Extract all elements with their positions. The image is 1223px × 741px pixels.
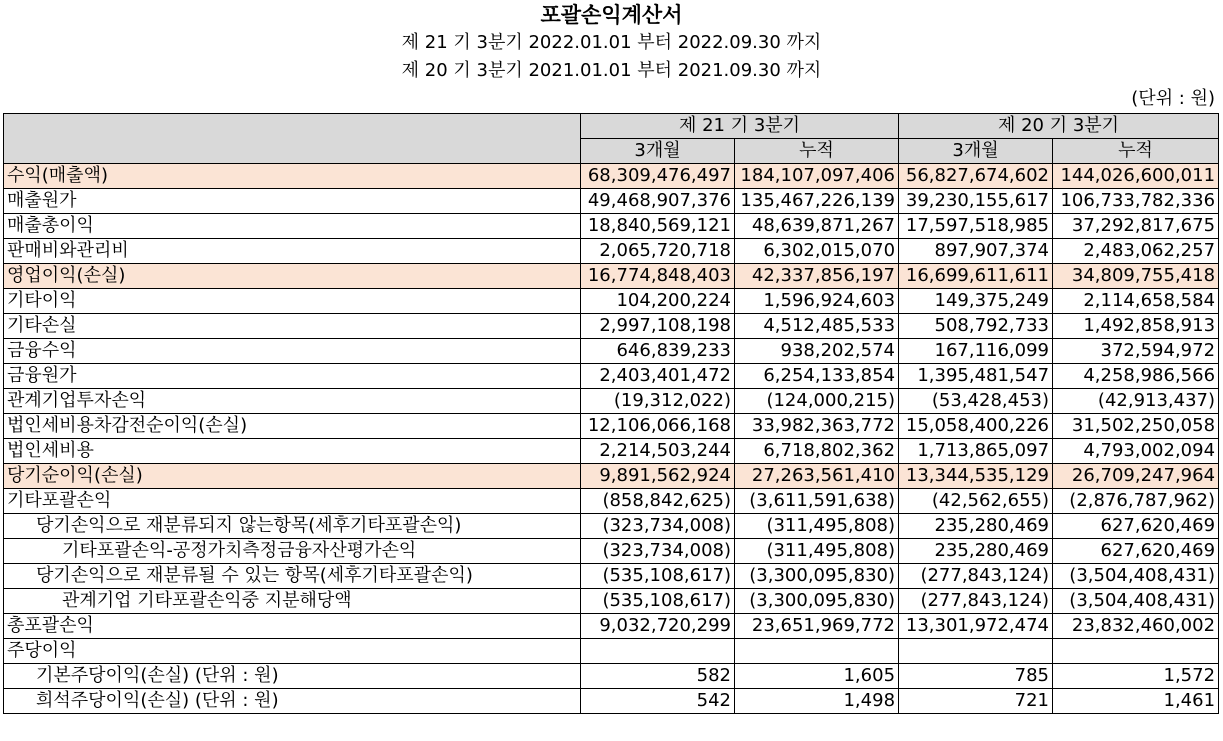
table-row — [4, 514, 1219, 539]
value-prior-cum: 144,026,600,011 — [1053, 164, 1219, 189]
value-prior-3m: 1,395,481,547 — [899, 364, 1053, 389]
value-current-3m: 582 — [581, 664, 735, 689]
value-current-3m: 2,997,108,198 — [581, 314, 735, 339]
value-prior-3m: 1,713,865,097 — [899, 439, 1053, 464]
header-prior-3m: 3개월 — [899, 139, 1053, 164]
value-current-cum: 1,498 — [735, 689, 899, 714]
value-current-3m: 2,403,401,472 — [581, 364, 735, 389]
value-current-cum: 6,254,133,854 — [735, 364, 899, 389]
value-prior-cum: 1,572 — [1053, 664, 1219, 689]
value-current-cum: 27,263,561,410 — [735, 464, 899, 489]
value-current-3m: 2,065,720,718 — [581, 239, 735, 264]
value-current-cum: 938,202,574 — [735, 339, 899, 364]
value-current-cum: (311,495,808) — [735, 514, 899, 539]
value-current-3m: (323,734,008) — [581, 514, 735, 539]
value-prior-3m: 167,116,099 — [899, 339, 1053, 364]
header-current-3m: 3개월 — [581, 139, 735, 164]
value-prior-cum: (2,876,787,962) — [1053, 489, 1219, 514]
value-current-cum: (3,300,095,830) — [735, 564, 899, 589]
table-row — [4, 639, 1219, 664]
value-prior-cum: 34,809,755,418 — [1053, 264, 1219, 289]
value-prior-cum — [1053, 639, 1219, 664]
header-prior-cum: 누적 — [1053, 139, 1219, 164]
value-prior-cum: 1,492,858,913 — [1053, 314, 1219, 339]
value-current-3m: 68,309,476,497 — [581, 164, 735, 189]
row-label: 수익(매출액) — [4, 164, 581, 189]
value-current-3m: 49,468,907,376 — [581, 189, 735, 214]
value-current-cum: 6,718,802,362 — [735, 439, 899, 464]
value-prior-3m: 235,280,469 — [899, 539, 1053, 564]
value-prior-3m: 16,699,611,611 — [899, 264, 1053, 289]
period-current: 제 21 기 3분기 2022.01.01 부터 2022.09.30 까지 — [401, 32, 822, 53]
table-row — [4, 364, 1219, 389]
value-prior-cum: 31,502,250,058 — [1053, 414, 1219, 439]
table-row — [4, 589, 1219, 614]
value-current-3m: (323,734,008) — [581, 539, 735, 564]
value-prior-3m — [899, 639, 1053, 664]
period-prior: 제 20 기 3분기 2021.01.01 부터 2021.09.30 까지 — [401, 60, 822, 81]
value-prior-cum: 627,620,469 — [1053, 514, 1219, 539]
header-prior-period: 제 20 기 3분기 — [899, 114, 1219, 139]
value-current-3m: 18,840,569,121 — [581, 214, 735, 239]
unit-label: (단위 : 원) — [1131, 88, 1215, 109]
value-current-cum: (3,611,591,638) — [735, 489, 899, 514]
value-current-3m: (535,108,617) — [581, 589, 735, 614]
value-prior-3m: 785 — [899, 664, 1053, 689]
value-current-3m: (858,842,625) — [581, 489, 735, 514]
table-row — [4, 689, 1219, 714]
value-current-3m: 9,032,720,299 — [581, 614, 735, 639]
row-label: 매출총이익 — [4, 214, 581, 239]
row-label: 영업이익(손실) — [4, 264, 581, 289]
value-prior-3m: 15,058,400,226 — [899, 414, 1053, 439]
row-label: 기타포괄손익 — [4, 489, 581, 514]
value-prior-3m: 721 — [899, 689, 1053, 714]
statement-title: 포괄손익계산서 — [540, 3, 683, 27]
value-prior-3m: 508,792,733 — [899, 314, 1053, 339]
row-label: 희석주당이익(손실) (단위 : 원) — [4, 689, 581, 714]
row-label: 판매비와관리비 — [4, 239, 581, 264]
row-label: 법인세비용차감전순이익(손실) — [4, 414, 581, 439]
value-prior-cum: 2,483,062,257 — [1053, 239, 1219, 264]
table-row — [4, 239, 1219, 264]
value-current-3m: 104,200,224 — [581, 289, 735, 314]
income-statement-table — [3, 113, 1219, 714]
value-prior-cum: (3,504,408,431) — [1053, 564, 1219, 589]
value-prior-3m: 17,597,518,985 — [899, 214, 1053, 239]
value-prior-3m: 39,230,155,617 — [899, 189, 1053, 214]
value-prior-cum: 627,620,469 — [1053, 539, 1219, 564]
row-label: 관계기업 기타포괄손익중 지분해당액 — [4, 589, 581, 614]
row-label: 당기손익으로 재분류될 수 있는 항목(세후기타포괄손익) — [4, 564, 581, 589]
table-row — [4, 314, 1219, 339]
value-prior-3m: (53,428,453) — [899, 389, 1053, 414]
row-label: 총포괄손익 — [4, 614, 581, 639]
row-label: 관계기업투자손익 — [4, 389, 581, 414]
value-current-cum: 48,639,871,267 — [735, 214, 899, 239]
table-row — [4, 389, 1219, 414]
table-row — [4, 214, 1219, 239]
value-prior-3m: 235,280,469 — [899, 514, 1053, 539]
value-current-cum — [735, 639, 899, 664]
value-prior-3m: 56,827,674,602 — [899, 164, 1053, 189]
value-current-cum: 6,302,015,070 — [735, 239, 899, 264]
value-prior-cum: 4,258,986,566 — [1053, 364, 1219, 389]
value-current-cum: 135,467,226,139 — [735, 189, 899, 214]
value-current-cum: 23,651,969,772 — [735, 614, 899, 639]
table-row — [4, 439, 1219, 464]
value-prior-cum: (3,504,408,431) — [1053, 589, 1219, 614]
value-prior-3m: 149,375,249 — [899, 289, 1053, 314]
value-prior-3m: (277,843,124) — [899, 589, 1053, 614]
row-label: 기본주당이익(손실) (단위 : 원) — [4, 664, 581, 689]
value-prior-3m: 897,907,374 — [899, 239, 1053, 264]
value-prior-cum: 372,594,972 — [1053, 339, 1219, 364]
row-label: 금융원가 — [4, 364, 581, 389]
value-current-3m: 2,214,503,244 — [581, 439, 735, 464]
value-current-cum: 184,107,097,406 — [735, 164, 899, 189]
value-prior-cum: 2,114,658,584 — [1053, 289, 1219, 314]
header-row-group — [4, 114, 1219, 139]
row-label: 주당이익 — [4, 639, 581, 664]
value-current-3m: 542 — [581, 689, 735, 714]
value-current-3m: 9,891,562,924 — [581, 464, 735, 489]
table-row — [4, 539, 1219, 564]
value-prior-cum: 23,832,460,002 — [1053, 614, 1219, 639]
row-label: 기타포괄손익-공정가치측정금융자산평가손익 — [4, 539, 581, 564]
row-label: 당기손익으로 재분류되지 않는항목(세후기타포괄손익) — [4, 514, 581, 539]
value-current-cum: (124,000,215) — [735, 389, 899, 414]
value-prior-cum: 37,292,817,675 — [1053, 214, 1219, 239]
table-row — [4, 189, 1219, 214]
header-current-period: 제 21 기 3분기 — [581, 114, 899, 139]
value-prior-cum: 26,709,247,964 — [1053, 464, 1219, 489]
table-row — [4, 264, 1219, 289]
table-row — [4, 664, 1219, 689]
row-label: 법인세비용 — [4, 439, 581, 464]
row-label: 금융수익 — [4, 339, 581, 364]
value-prior-cum: 4,793,002,094 — [1053, 439, 1219, 464]
value-prior-3m: 13,344,535,129 — [899, 464, 1053, 489]
table-row — [4, 164, 1219, 189]
row-label: 매출원가 — [4, 189, 581, 214]
value-prior-cum: (42,913,437) — [1053, 389, 1219, 414]
table-row — [4, 289, 1219, 314]
value-current-3m — [581, 639, 735, 664]
value-current-3m: (535,108,617) — [581, 564, 735, 589]
value-prior-3m: 13,301,972,474 — [899, 614, 1053, 639]
value-current-cum: 4,512,485,533 — [735, 314, 899, 339]
value-current-cum: 42,337,856,197 — [735, 264, 899, 289]
table-row — [4, 464, 1219, 489]
table-row — [4, 414, 1219, 439]
row-label: 당기순이익(손실) — [4, 464, 581, 489]
value-prior-3m: (277,843,124) — [899, 564, 1053, 589]
value-prior-3m: (42,562,655) — [899, 489, 1053, 514]
value-current-cum: 1,596,924,603 — [735, 289, 899, 314]
value-current-3m: 12,106,066,168 — [581, 414, 735, 439]
table-row — [4, 614, 1219, 639]
header-current-cum: 누적 — [735, 139, 899, 164]
value-current-cum: (3,300,095,830) — [735, 589, 899, 614]
row-label: 기타이익 — [4, 289, 581, 314]
value-current-cum: 33,982,363,772 — [735, 414, 899, 439]
value-prior-cum: 1,461 — [1053, 689, 1219, 714]
value-current-cum: (311,495,808) — [735, 539, 899, 564]
value-current-cum: 1,605 — [735, 664, 899, 689]
value-current-3m: 646,839,233 — [581, 339, 735, 364]
table-row — [4, 489, 1219, 514]
row-label: 기타손실 — [4, 314, 581, 339]
table-row — [4, 564, 1219, 589]
value-current-3m: 16,774,848,403 — [581, 264, 735, 289]
header-label-cell — [4, 114, 581, 164]
table-row — [4, 339, 1219, 364]
value-prior-cum: 106,733,782,336 — [1053, 189, 1219, 214]
value-current-3m: (19,312,022) — [581, 389, 735, 414]
